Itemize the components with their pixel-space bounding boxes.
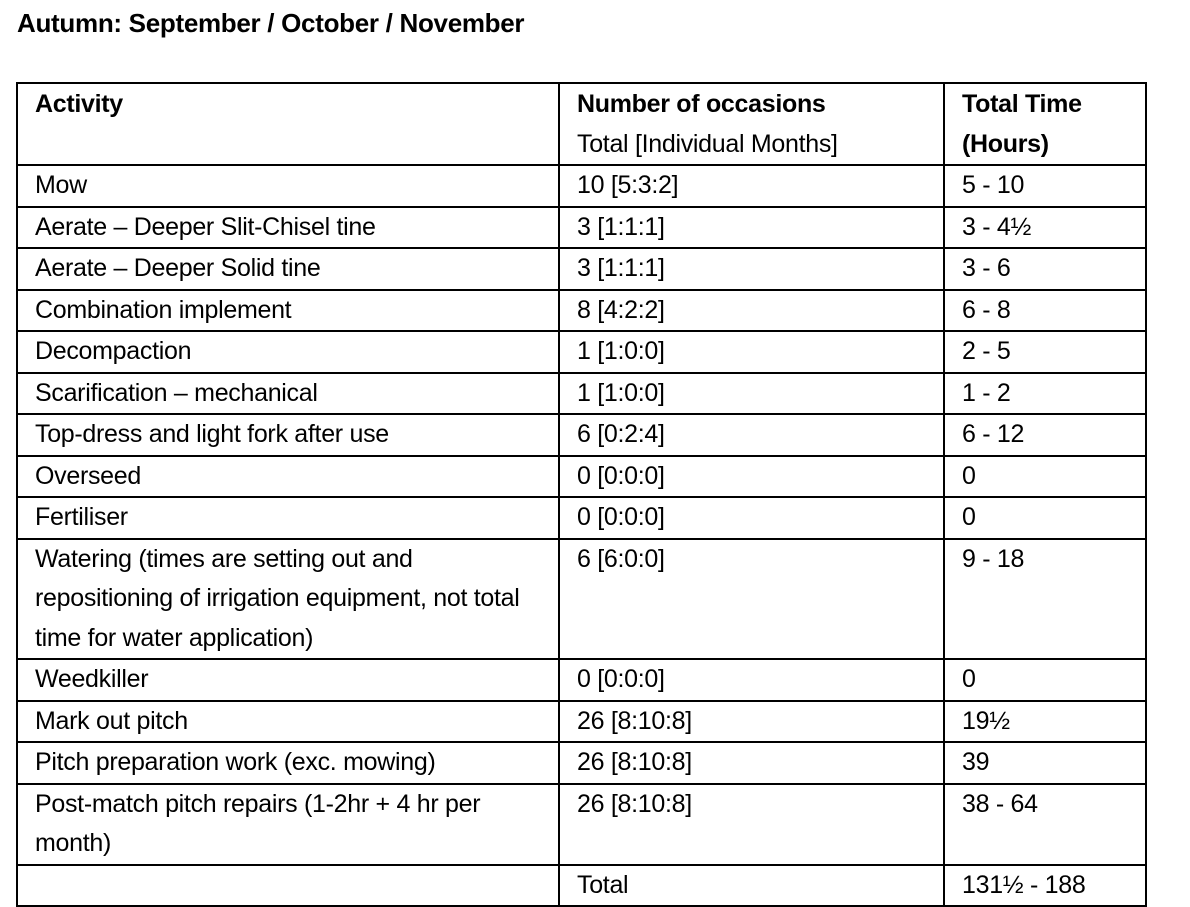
cell-time: 5 - 10 <box>944 165 1146 207</box>
header-time-line1: Total Time <box>962 90 1082 118</box>
table-row <box>17 207 1146 249</box>
cell-occasions: 10 [5:3:2] <box>559 165 944 207</box>
cell-occasions: 0 [0:0:0] <box>559 497 944 539</box>
table-row <box>17 331 1146 373</box>
cell-time: 2 - 5 <box>944 331 1146 373</box>
cell-time: 9 - 18 <box>944 539 1146 660</box>
cell-activity: Overseed <box>17 456 559 498</box>
table-row <box>17 373 1146 415</box>
cell-activity: Combination implement <box>17 290 559 332</box>
cell-time: 0 <box>944 659 1146 701</box>
cell-empty <box>17 865 559 907</box>
cell-occasions: 26 [8:10:8] <box>559 784 944 865</box>
cell-time: 38 - 64 <box>944 784 1146 865</box>
autumn-schedule-table <box>16 82 1147 907</box>
table-row <box>17 165 1146 207</box>
cell-occasions: 6 [6:0:0] <box>559 539 944 660</box>
page-title: Autumn: September / October / November <box>17 8 525 38</box>
cell-activity: Aerate – Deeper Slit-Chisel tine <box>17 207 559 249</box>
cell-time: 0 <box>944 456 1146 498</box>
cell-activity: Watering (times are setting out and repositioning of irrigation equipment, not total time for water application) <box>17 539 559 660</box>
cell-occasions: 3 [1:1:1] <box>559 248 944 290</box>
table-row <box>17 659 1146 701</box>
cell-activity: Mow <box>17 165 559 207</box>
cell-time: 0 <box>944 497 1146 539</box>
table-row <box>17 742 1146 784</box>
cell-activity: Post-match pitch repairs (1-2hr + 4 hr per month) <box>17 784 559 865</box>
cell-occasions: 6 [0:2:4] <box>559 414 944 456</box>
header-total-time <box>944 83 1146 165</box>
cell-occasions: 0 [0:0:0] <box>559 659 944 701</box>
cell-time: 19½ <box>944 701 1146 743</box>
total-row <box>17 865 1146 907</box>
header-occasions <box>559 83 944 165</box>
cell-activity: Decompaction <box>17 331 559 373</box>
header-time-line2: (Hours) <box>962 129 1049 158</box>
table-row <box>17 290 1146 332</box>
table-row <box>17 456 1146 498</box>
cell-time: 6 - 8 <box>944 290 1146 332</box>
table-row <box>17 539 1146 660</box>
header-occasions-title: Number of occasions <box>577 90 826 118</box>
cell-occasions: 1 [1:0:0] <box>559 331 944 373</box>
cell-activity: Fertiliser <box>17 497 559 539</box>
cell-occasions: 0 [0:0:0] <box>559 456 944 498</box>
cell-activity: Scarification – mechanical <box>17 373 559 415</box>
cell-time: 6 - 12 <box>944 414 1146 456</box>
total-value: 131½ - 188 <box>944 865 1146 907</box>
header-row <box>17 83 1146 165</box>
cell-time: 39 <box>944 742 1146 784</box>
cell-time: 1 - 2 <box>944 373 1146 415</box>
table-row <box>17 248 1146 290</box>
cell-occasions: 1 [1:0:0] <box>559 373 944 415</box>
cell-time: 3 - 6 <box>944 248 1146 290</box>
cell-occasions: 3 [1:1:1] <box>559 207 944 249</box>
table-row <box>17 784 1146 865</box>
cell-activity: Aerate – Deeper Solid tine <box>17 248 559 290</box>
total-label: Total <box>559 865 944 907</box>
table-row <box>17 414 1146 456</box>
cell-time: 3 - 4½ <box>944 207 1146 249</box>
table-row <box>17 497 1146 539</box>
header-occasions-subtitle: Total [Individual Months] <box>577 129 838 158</box>
cell-occasions: 8 [4:2:2] <box>559 290 944 332</box>
table-row <box>17 701 1146 743</box>
cell-occasions: 26 [8:10:8] <box>559 701 944 743</box>
cell-activity: Pitch preparation work (exc. mowing) <box>17 742 559 784</box>
cell-activity: Mark out pitch <box>17 701 559 743</box>
cell-activity: Top-dress and light fork after use <box>17 414 559 456</box>
cell-occasions: 26 [8:10:8] <box>559 742 944 784</box>
cell-activity: Weedkiller <box>17 659 559 701</box>
header-activity: Activity <box>17 83 559 165</box>
